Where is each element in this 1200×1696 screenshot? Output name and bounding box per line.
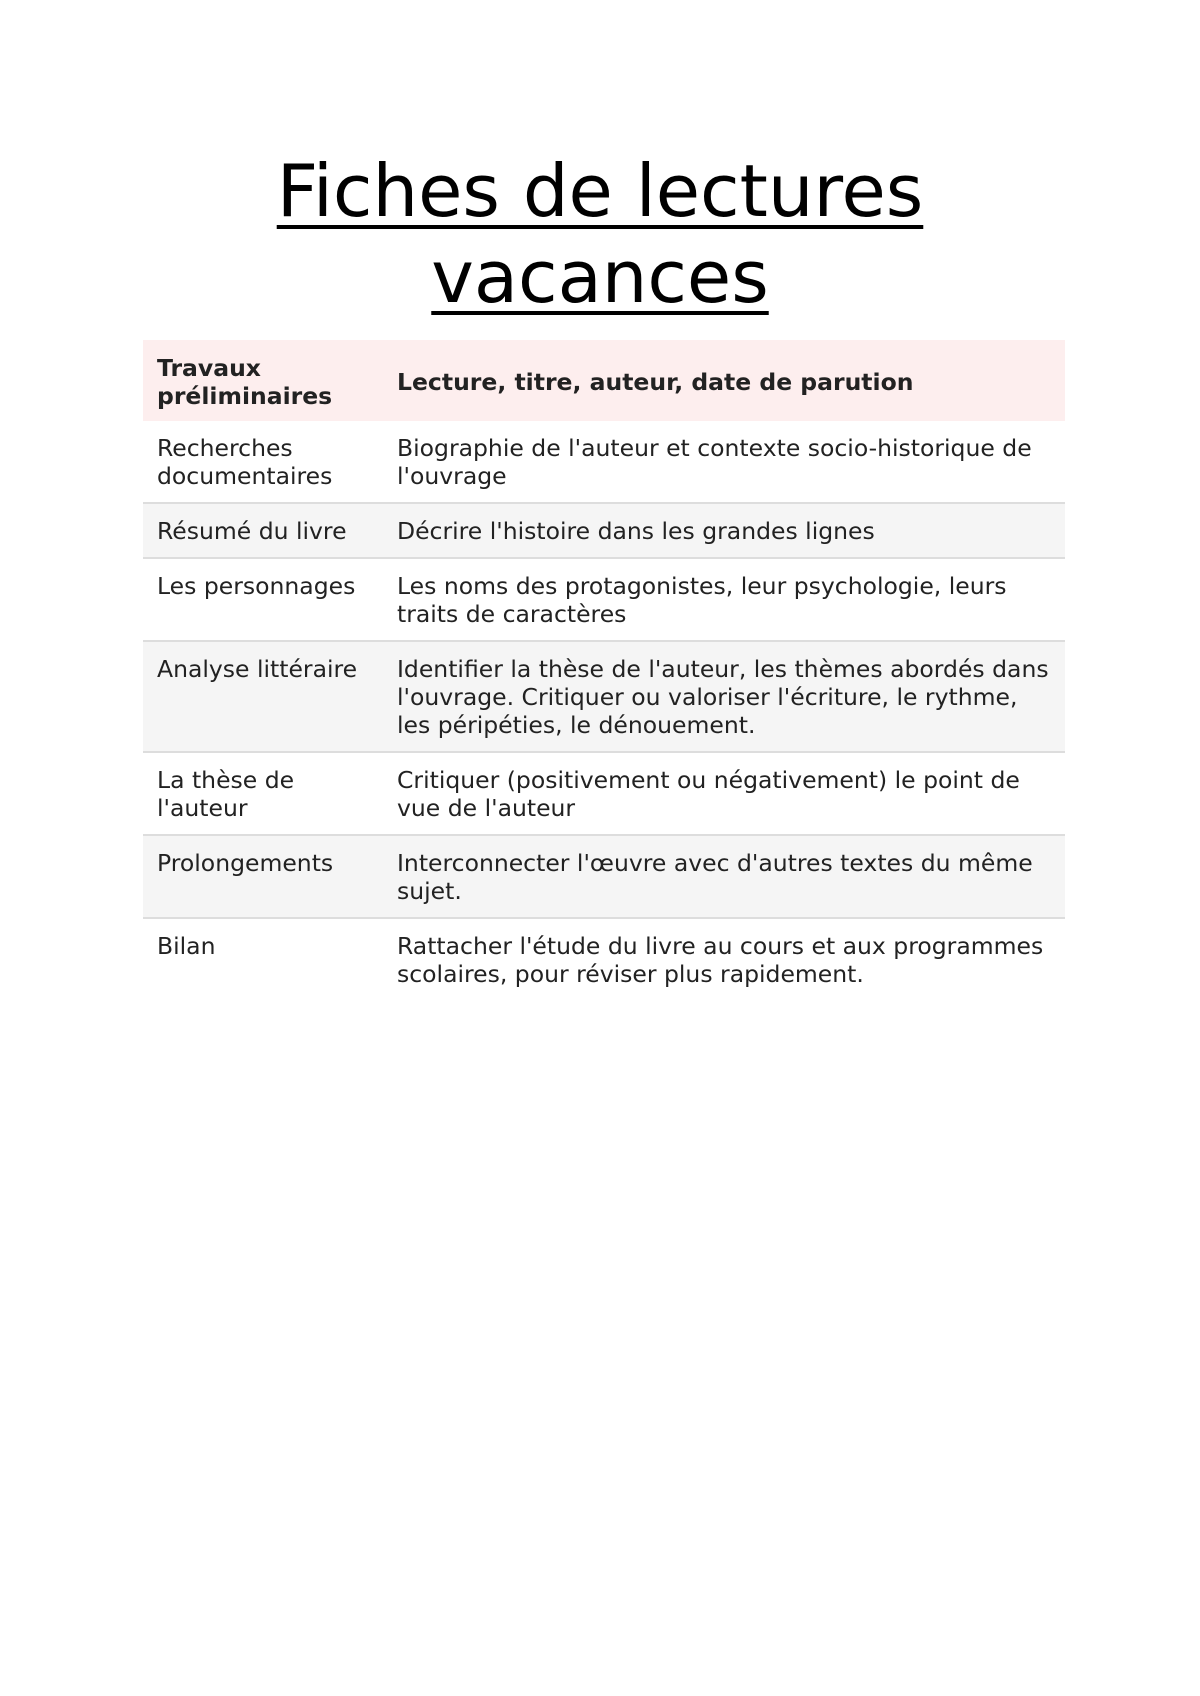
table-cell-step: Les personnages bbox=[157, 572, 356, 600]
table-cell-description: Décrire l'histoire dans les grandes lignes bbox=[397, 517, 875, 545]
table-cell-description: Les noms des protagonistes, leur psychologie, leurs traits de caractères bbox=[397, 572, 1007, 628]
table-cell-step: Bilan bbox=[157, 932, 216, 960]
table-cell-description: Biographie de l'auteur et contexte socio-historique de l'ouvrage bbox=[397, 434, 1032, 490]
table-cell-step: La thèse de l'auteur bbox=[157, 766, 295, 822]
page-title-line-2: vacances bbox=[431, 235, 769, 319]
table-row bbox=[143, 918, 1065, 1000]
page-title bbox=[0, 148, 1200, 320]
header-cell-travaux: Travaux préliminaires bbox=[143, 340, 383, 421]
table-row bbox=[143, 558, 1065, 641]
table-row bbox=[143, 641, 1065, 752]
header-cell-lecture: Lecture, titre, auteur, date de parution bbox=[383, 340, 1065, 421]
table-body bbox=[143, 421, 1065, 1000]
table-row bbox=[143, 835, 1065, 918]
table-cell-description: Rattacher l'étude du livre au cours et aux programmes scolaires, pour réviser plus rapidement. bbox=[397, 932, 1044, 988]
page-title-line-1: Fiches de lectures bbox=[276, 149, 924, 233]
table-cell-description: Critiquer (positivement ou négativement) le point de vue de l'auteur bbox=[397, 766, 1020, 822]
table-header-row bbox=[143, 340, 1065, 421]
table-cell-step: Recherches documentaires bbox=[157, 434, 333, 490]
table-row bbox=[143, 421, 1065, 503]
table-row bbox=[143, 503, 1065, 558]
table-cell-step: Prolongements bbox=[157, 849, 334, 877]
table-cell-description: Interconnecter l'œuvre avec d'autres textes du même sujet. bbox=[397, 849, 1033, 905]
reading-table bbox=[143, 340, 1065, 1000]
table-cell-step: Résumé du livre bbox=[157, 517, 347, 545]
table-cell-step: Analyse littéraire bbox=[157, 655, 358, 683]
table-cell-description: Identifier la thèse de l'auteur, les thèmes abordés dans l'ouvrage. Critiquer ou valoriser l'écriture, le rythme, les péripéties, le dénouement. bbox=[397, 655, 1049, 739]
table-row bbox=[143, 752, 1065, 835]
